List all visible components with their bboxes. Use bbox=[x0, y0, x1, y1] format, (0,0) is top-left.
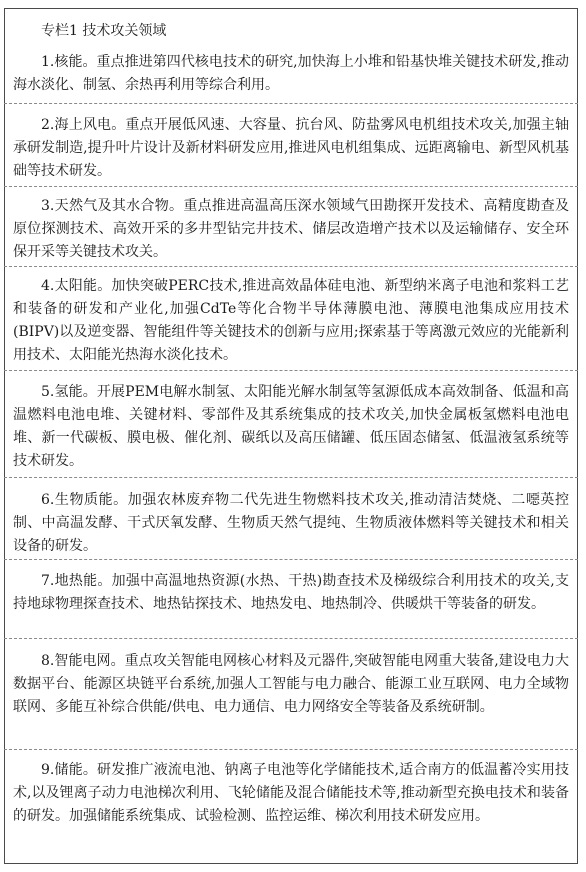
column-title: 专栏1 技术攻关领域 bbox=[41, 23, 167, 39]
item-smart-grid: 8.智能电网。重点攻关智能电网核心材料及元器件,突破智能电网重大装备,建设电力大数据平台、能源区块链平台系统,加强人工智能与电力融合、能源工业互联网、电力全域物联网、多能互补综合供能/供电、电力通信、电力网络安全等装备及系统研制。 bbox=[13, 653, 569, 715]
item-geothermal: 7.地热能。加强中高温地热资源(水热、干热)勘查技术及梯级综合利用技术的攻关,支持地球物理探查技术、地热钻探技术、地热发电、地热制冷、供暖烘干等装备的研发。 bbox=[13, 573, 569, 612]
item-energy-storage: 9.储能。研发推广液流电池、钠离子电池等化学储能技术,适合南方的低温蓄冷实用技术,以及锂离子动力电池梯次利用、飞轮储能及混合储能技术等,推动新型充换电技术和装备的研发。加强储能系统集成、试验检测、监控运维、梯次利用技术研发应用。 bbox=[13, 762, 569, 824]
item-hydrogen: 5.氢能。开展PEM电解水制氢、太阳能光解水制氢等氢源低成本高效制备、低温和高温燃料电池电堆、关键材料、零部件及其系统集成的技术攻关,加快金属板氢燃料电池电堆、新一代碳板、膜电极、催化剂、碳纸以及高压储罐、低压固态储氢、低温液氢系统等技术研发。 bbox=[13, 384, 569, 469]
item-solar: 4.太阳能。加快突破PERC技术,推进高效晶体硅电池、新型纳米离子电池和浆料工艺和装备的研发和产业化,加强CdTe等化合物半导体薄膜电池、薄膜电池集成应用技术(BIPV)以及逆变器、智能组件等关键技术的创新与应用;探索基于等离激元效应的光能新利用技术、太阳能光热海水淡化技术。 bbox=[13, 278, 569, 363]
item-offshore-wind: 2.海上风电。重点开展低风速、大容量、抗台风、防盐雾风电机组技术攻关,加强主轴承研发制造,提升叶片设计及新材料研发应用,推进风电机组集成、远距离输电、新型风机基础等技术研发。 bbox=[13, 117, 569, 179]
item-biomass: 6.生物质能。加强农林废弃物二代先进生物燃料技术攻关,推动清洁焚烧、二噁英控制、中高温发酵、干式厌氧发酵、生物质天然气提纯、生物质液体燃料等关键技术和相关设备的研发。 bbox=[13, 492, 569, 554]
item-natural-gas: 3.天然气及其水合物。重点推进高温高压深水领域气田勘探开发技术、高精度勘查及原位探测技术、高效开采的多井型钻完井技术、储层改造增产技术以及运输储存、安全环保开采等关键技术攻关。 bbox=[13, 198, 569, 260]
item-nuclear: 1.核能。重点推进第四代核电技术的研究,加快海上小堆和铅基快堆关键技术研发,推动海水淡化、制氢、余热再利用等综合利用。 bbox=[13, 54, 569, 93]
